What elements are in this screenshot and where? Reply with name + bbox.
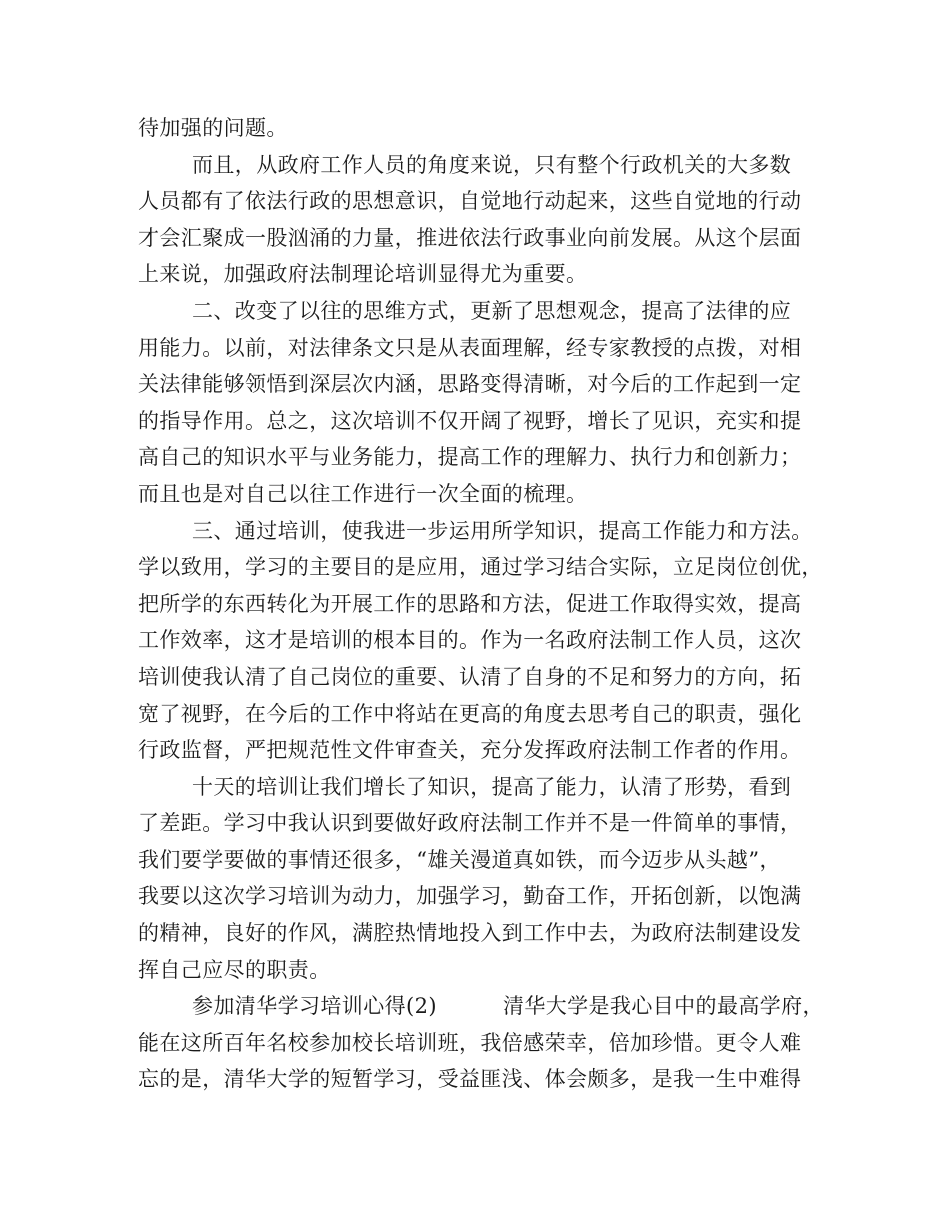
text-line: 人员都有了依法行政的思想意识，自觉地行动起来，这些自觉地的行动: [138, 189, 802, 214]
paragraph-start-line: 三、通过培训，使我进一步运用所学知识，提高工作能力和方法。: [192, 518, 813, 543]
text-line: 我们要学要做的事情还很多，“雄关漫道真如铁，而今迈步从头越”，: [138, 847, 781, 872]
text-line: 行政监督，严把规范性文件审查关，充分发挥政府法制工作者的作用。: [138, 738, 802, 763]
text-line: 学以致用，学习的主要目的是应用，通过学习结合实际，立足岗位创优，: [138, 555, 823, 580]
paragraph-start-line: 而且，从政府工作人员的角度来说，只有整个行政机关的大多数: [192, 152, 792, 177]
text-line: 工作效率，这才是培训的根本目的。作为一名政府法制工作人员，这次: [138, 628, 802, 653]
text-line: 把所学的东西转化为开展工作的思路和方法，促进工作取得实效，提高: [138, 591, 802, 616]
text-line: 我要以这次学习培训为动力，加强学习，勤奋工作，开拓创新，以饱满: [138, 884, 802, 909]
text-line: 关法律能够领悟到深层次内涵，思路变得清晰，对今后的工作起到一定: [138, 372, 802, 397]
text-line: 上来说，加强政府法制理论培训显得尤为重要。: [138, 262, 588, 287]
text-line: 宽了视野，在今后的工作中将站在更高的角度去思考自己的职责，强化: [138, 701, 802, 726]
text-line: 忘的是，清华大学的短暂学习，受益匪浅、体会颇多，是我一生中难得: [138, 1067, 802, 1092]
text-line: 的精神，良好的作风，满腔热情地投入到工作中去，为政府法制建设发: [138, 921, 802, 946]
section-first-text: 清华大学是我心目中的最高学府，: [502, 994, 824, 1019]
text-line: 能在这所百年名校参加校长培训班，我倍感荣幸，倍加珍惜。更令人难: [138, 1030, 802, 1055]
text-line: 挥自己应尽的职责。: [138, 957, 331, 982]
text-line: 待加强的问题。: [138, 116, 288, 140]
section-heading-line: [138, 988, 824, 1025]
text-line: 的指导作用。总之，这次培训不仅开阔了视野，增长了见识，充实和提: [138, 408, 802, 433]
text-line: 才会汇聚成一股汹涌的力量，推进依法行政事业向前发展。从这个层面: [138, 225, 802, 250]
paragraph-start-line: 十天的培训让我们增长了知识，提高了能力，认清了形势，看到: [192, 774, 792, 799]
section-heading: 参加清华学习培训心得(2): [192, 994, 437, 1019]
text-line: 了差距。学习中我认识到要做好政府法制工作并不是一件简单的事情，: [138, 811, 802, 836]
paragraph-start-line: 二、改变了以往的思维方式，更新了思想观念，提高了法律的应: [192, 298, 792, 323]
document-body: [138, 110, 824, 1098]
text-line: 用能力。以前，对法律条文只是从表面理解，经专家教授的点拨，对相: [138, 335, 802, 360]
text-line: 培训使我认清了自己岗位的重要、认清了自身的不足和努力的方向，拓: [138, 664, 802, 689]
text-line: 高自己的知识水平与业务能力，提高工作的理解力、执行力和创新力；: [138, 445, 802, 470]
text-line: 而且也是对自己以往工作进行一次全面的梳理。: [138, 481, 588, 506]
